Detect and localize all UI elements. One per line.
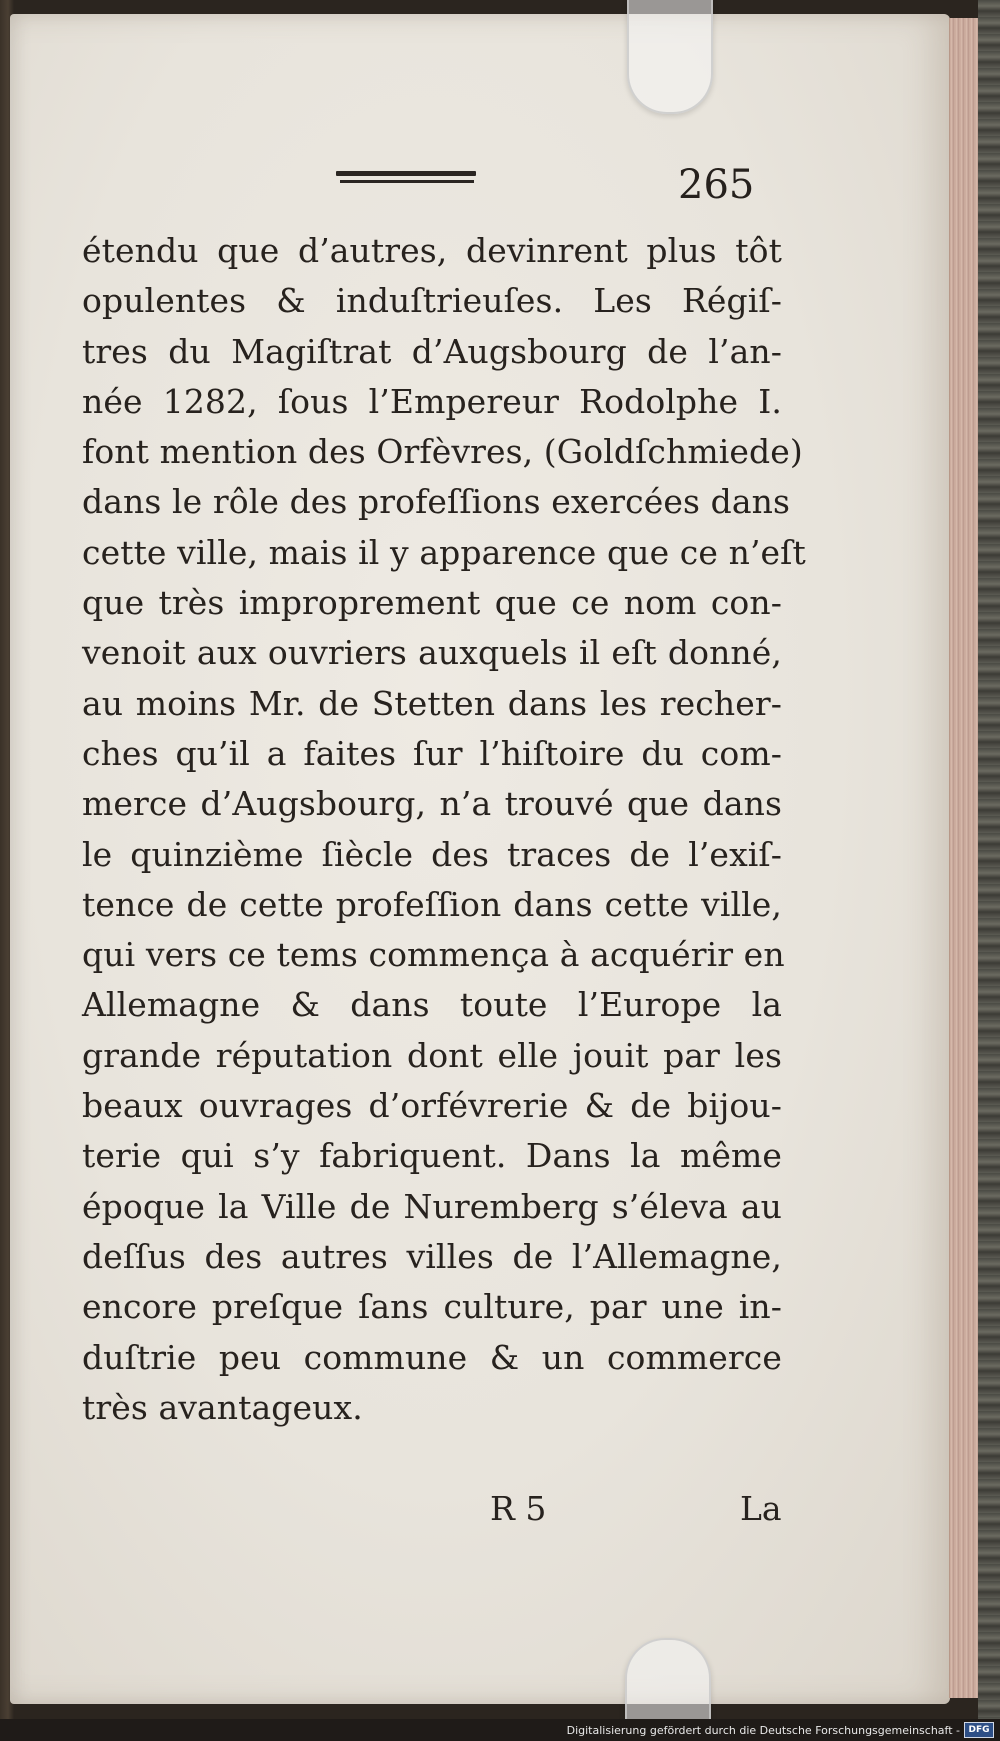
text-line: tence de cette profeſſion dans cette ville,	[82, 884, 782, 924]
header-ornament-rule	[336, 171, 476, 176]
book-cover-edge	[978, 0, 1000, 1741]
catchword: La	[740, 1489, 782, 1528]
page-clip-bottom	[625, 1638, 711, 1730]
text-line: opulentes & induſtrieuſes. Les Régiſ-	[82, 281, 782, 321]
text-line: époque la Ville de Nuremberg s’éleva au	[82, 1186, 782, 1226]
text-line: encore preſque ſans culture, par une in-	[82, 1287, 782, 1327]
text-line: au moins Mr. de Stetten dans les recher-	[82, 683, 782, 723]
dfg-logo-icon: DFG	[964, 1722, 994, 1738]
book-page	[10, 14, 950, 1704]
text-line: merce d’Augsbourg, n’a trouvé que dans	[82, 784, 782, 824]
header-ornament-rule-lower	[340, 180, 474, 183]
signature-mark: R 5	[490, 1489, 547, 1528]
text-line: tres du Magiſtrat d’Augsbourg de l’an-	[82, 331, 782, 371]
text-line: que très improprement que ce nom con-	[82, 583, 782, 623]
text-line: qui vers ce tems commença à acquérir en	[82, 935, 785, 975]
text-line: beaux ouvrages d’orfévrerie & de bijou-	[82, 1086, 782, 1126]
text-line: duſtrie peu commune & un commerce	[82, 1337, 782, 1377]
text-line: venoit aux ouvriers auxquels il eſt donné,	[82, 633, 782, 673]
text-line-last: très avantageux.	[82, 1387, 363, 1427]
text-line: le quinzième ſiècle des traces de l’exiſ-	[82, 834, 782, 874]
text-line: Allemagne & dans toute l’Europe la	[82, 985, 782, 1025]
text-line: née 1282, ſous l’Empereur Rodolphe I.	[82, 381, 782, 421]
page-number: 265	[678, 162, 755, 208]
digitization-credit: Digitalisierung gefördert durch die Deutsche Forschungsgemeinschaft -	[566, 1724, 960, 1737]
text-line: ches qu’il a faites ſur l’hiſtoire du com-	[82, 733, 782, 773]
text-line: grande réputation dont elle jouit par les	[82, 1035, 782, 1075]
page-clip-top	[627, 0, 713, 114]
text-line: dans le rôle des profeſſions exercées dans	[82, 482, 790, 522]
page-edges	[949, 18, 980, 1698]
credit-bar	[0, 1719, 1000, 1741]
text-line: font mention des Orfèvres, (Goldſchmiede)	[82, 432, 803, 472]
body-text	[82, 226, 806, 1433]
text-line: étendu que d’autres, devinrent plus tôt	[82, 231, 782, 270]
text-line: terie qui s’y fabriquent. Dans la même	[82, 1136, 782, 1176]
text-line: cette ville, mais il y apparence que ce n’eſt	[82, 532, 806, 572]
text-line: deſſus des autres villes de l’Allemagne,	[82, 1236, 782, 1276]
